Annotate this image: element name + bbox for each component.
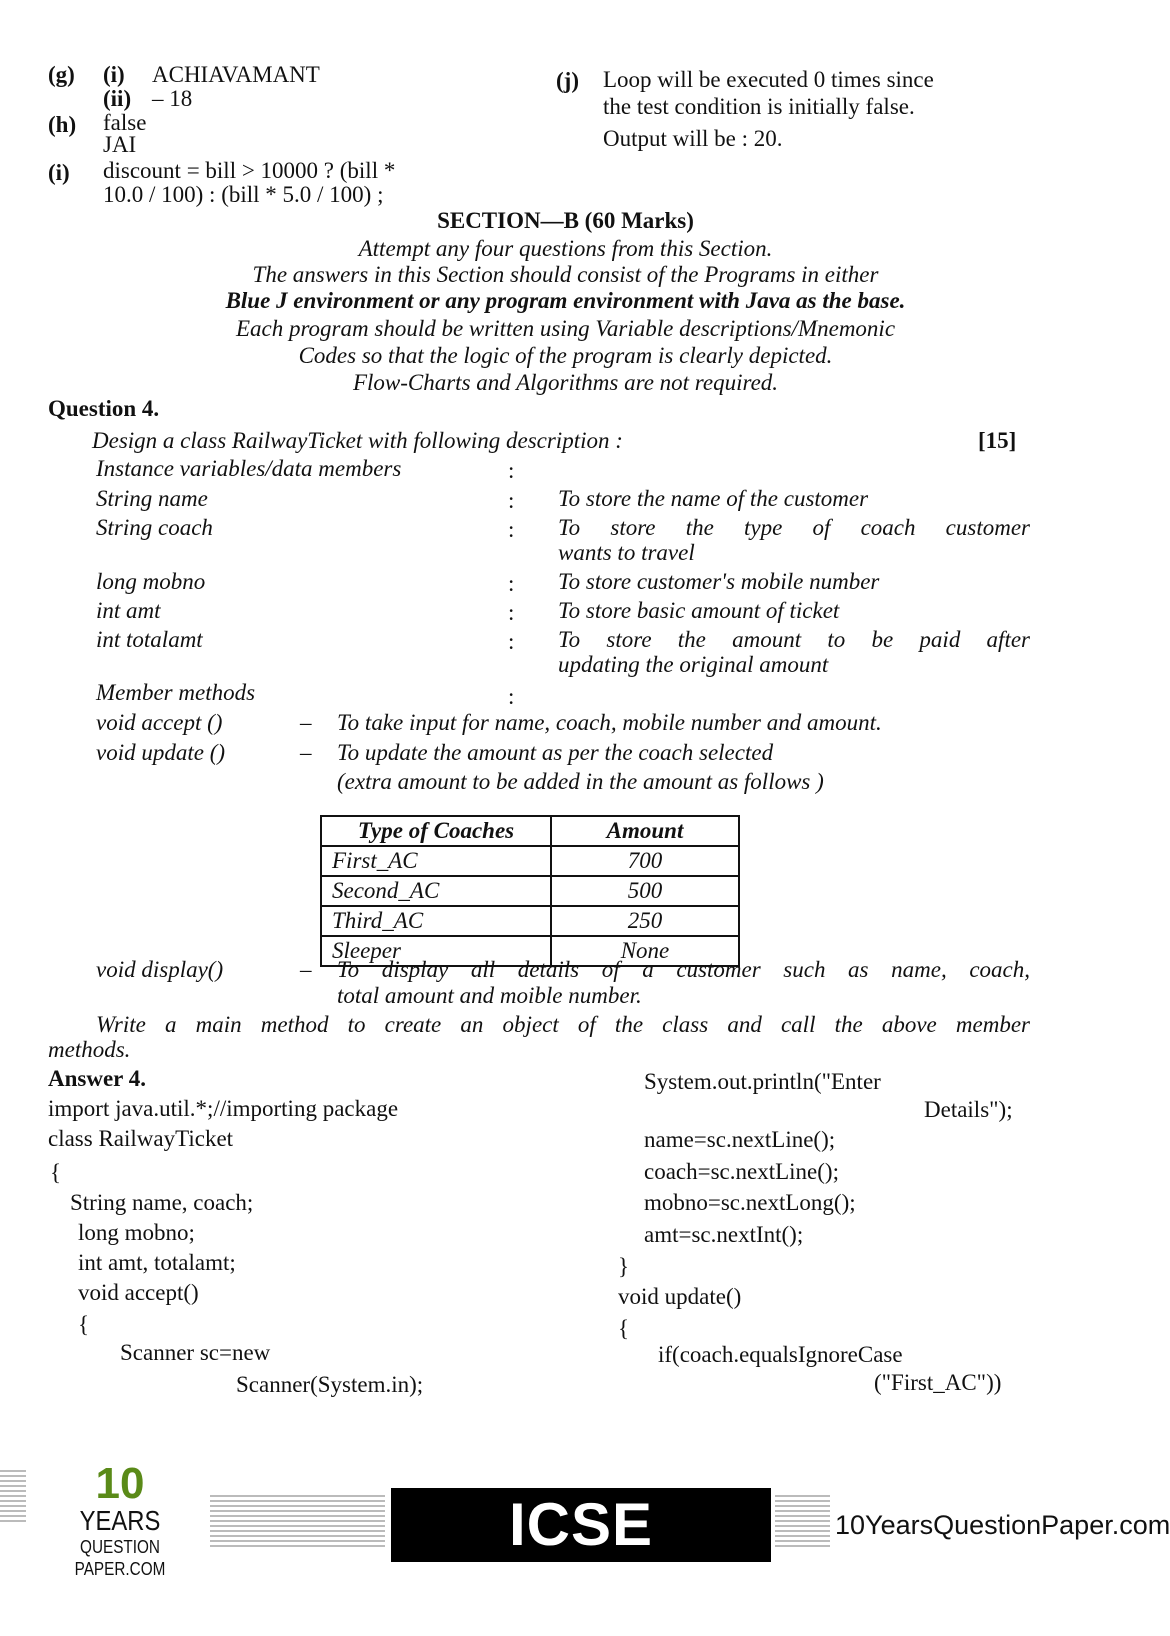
code-line: System.out.println("Enter <box>644 1069 881 1094</box>
var-name: int totalamt <box>96 627 203 652</box>
code-line: int amt, totalamt; <box>78 1250 236 1275</box>
footer-logo <box>30 1459 210 1580</box>
var-desc-cont: updating the original amount <box>558 652 829 677</box>
code-line: String name, coach; <box>70 1190 254 1215</box>
method-name: void display() <box>96 957 224 982</box>
code-line: long mobno; <box>78 1220 195 1245</box>
answer-h-line1: false <box>103 110 147 135</box>
var-desc-cont: wants to travel <box>558 540 695 565</box>
logo-number: 10 <box>95 1459 145 1508</box>
board-banner: ICSE BOARD X <box>391 1488 771 1562</box>
section-instruction-2: The answers in this Section should consist of the Programs in either <box>252 262 879 287</box>
coach-amount: 500 <box>551 876 739 906</box>
code-line: Details"); <box>924 1097 1013 1122</box>
coach-type: Second_AC <box>321 876 551 906</box>
section-instruction-6: Flow-Charts and Algorithms are not required. <box>352 370 779 395</box>
dash: – <box>300 740 312 765</box>
method-desc: To display all details of a customer such as name, coach, <box>337 957 1030 982</box>
section-title: SECTION—B (60 Marks) <box>437 208 694 233</box>
method-desc-cont: (extra amount to be added in the amount as follows ) <box>337 769 824 794</box>
code-line: mobno=sc.nextLong(); <box>644 1190 856 1215</box>
code-line: Scanner(System.in); <box>236 1372 424 1397</box>
coach-type: First_AC <box>321 846 551 876</box>
question-marks: [15] <box>978 428 1017 453</box>
code-line: } <box>618 1254 630 1279</box>
answer-i-line2: 10.0 / 100) : (bill * 5.0 / 100) ; <box>103 182 384 207</box>
answer-h-line2: JAI <box>103 132 137 157</box>
code-line: if(coach.equalsIgnoreCase <box>658 1342 903 1367</box>
label-g-i: (i) <box>103 62 125 87</box>
closing-instruction: Write a main method to create an object of the class and call the above member <box>96 1012 1030 1037</box>
coach-amount: 700 <box>551 846 739 876</box>
answer-g-i: ACHIAVAMANT <box>152 62 320 87</box>
var-name: String coach <box>96 515 213 540</box>
var-name: String name <box>96 486 208 511</box>
code-line: amt=sc.nextInt(); <box>644 1222 804 1247</box>
table-header-row <box>321 816 739 846</box>
coach-amount-table <box>320 815 740 967</box>
var-name: long mobno <box>96 569 206 594</box>
answer-g-ii: – 18 <box>152 86 193 111</box>
footer-stripes <box>0 1470 26 1524</box>
colon: : <box>508 629 515 654</box>
var-name: int amt <box>96 598 161 623</box>
table-row <box>321 846 739 876</box>
answer-j-line3: Output will be : 20. <box>603 126 783 151</box>
var-desc: To store basic amount of ticket <box>558 598 840 623</box>
code-line: void update() <box>618 1284 742 1309</box>
label-i: (i) <box>48 160 70 185</box>
var-desc: To store the type of coach customer <box>558 515 1030 540</box>
code-line: coach=sc.nextLine(); <box>644 1159 839 1184</box>
var-desc: To store the name of the customer <box>558 486 869 511</box>
label-j: (j) <box>556 68 579 93</box>
logo-years: YEARS <box>79 1505 161 1536</box>
table-header: Amount <box>551 816 739 846</box>
code-line: { <box>50 1160 62 1185</box>
coach-type: Sleeper <box>321 936 551 966</box>
method-desc-cont: total amount and moible number. <box>337 983 642 1008</box>
section-instruction-1: Attempt any four questions from this Section. <box>358 236 773 261</box>
code-line: import java.util.*;//importing package <box>48 1096 399 1121</box>
closing-instruction-cont: methods. <box>48 1037 131 1062</box>
colon: : <box>508 488 515 513</box>
dash: – <box>300 957 312 982</box>
code-line: class RailwayTicket <box>48 1126 234 1151</box>
coach-amount: None <box>551 936 739 966</box>
section-instruction-3: Blue J environment or any program environment with Java as the base. <box>225 288 906 313</box>
code-line: { <box>618 1316 630 1341</box>
label-g: (g) <box>48 62 75 87</box>
colon: : <box>508 684 515 709</box>
question-intro: Design a class RailwayTicket with following description : <box>92 428 623 453</box>
section-instruction-5: Codes so that the logic of the program is clearly depicted. <box>298 343 833 368</box>
colon: : <box>508 600 515 625</box>
vars-heading: Instance variables/data members <box>96 456 402 481</box>
dash: – <box>300 710 312 735</box>
site-url: 10YearsQuestionPaper.com <box>835 1510 1170 1540</box>
var-desc: To store customer's mobile number <box>558 569 880 594</box>
var-desc: To store the amount to be paid after <box>558 627 1030 652</box>
table-row <box>321 906 739 936</box>
methods-heading: Member methods <box>96 680 256 705</box>
answer-i-line1: discount = bill > 10000 ? (bill * <box>103 158 396 183</box>
answer-j-line2: the test condition is initially false. <box>603 94 915 119</box>
method-name: void update () <box>96 740 226 765</box>
label-g-ii: (ii) <box>103 86 132 111</box>
question-heading: Question 4. <box>48 396 160 421</box>
footer-stripes <box>210 1495 385 1549</box>
colon: : <box>508 458 515 483</box>
section-instruction-4: Each program should be written using Variable descriptions/Mnemonic <box>235 316 896 341</box>
code-line: Scanner sc=new <box>120 1340 271 1365</box>
footer-stripes <box>775 1495 830 1549</box>
method-desc: To update the amount as per the coach selected <box>337 740 774 765</box>
method-name: void accept () <box>96 710 223 735</box>
colon: : <box>508 517 515 542</box>
code-line: { <box>78 1312 90 1337</box>
code-line: name=sc.nextLine(); <box>644 1127 836 1152</box>
code-line: void accept() <box>78 1280 199 1305</box>
colon: : <box>508 571 515 596</box>
table-header: Type of Coaches <box>321 816 551 846</box>
coach-amount: 250 <box>551 906 739 936</box>
answer-j-line1: Loop will be executed 0 times since <box>603 67 934 92</box>
table-row <box>321 876 739 906</box>
logo-subtitle: QUESTION PAPER.COM <box>74 1537 166 1579</box>
code-line: ("First_AC")) <box>874 1370 1002 1395</box>
coach-type: Third_AC <box>321 906 551 936</box>
answer-heading: Answer 4. <box>48 1066 146 1091</box>
label-h: (h) <box>48 112 77 137</box>
method-desc: To take input for name, coach, mobile number and amount. <box>337 710 882 735</box>
